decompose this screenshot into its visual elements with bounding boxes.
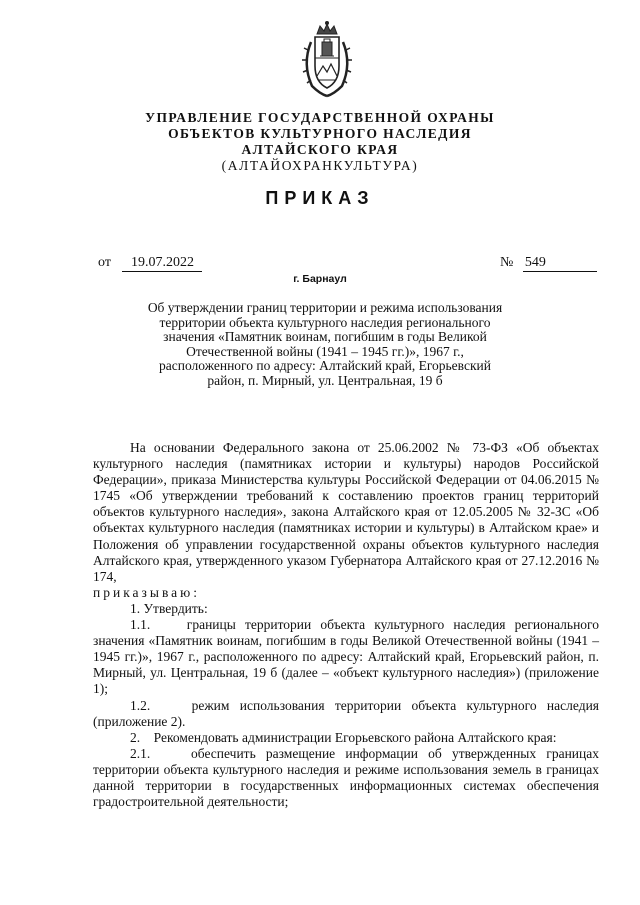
item-1-1: 1.1. границы территории объекта культурного наследия регионального значения «Памятник воинам, погибшим в годы Великой Отечественной войны (1941 – 1945 гг.)», 1967 г., расположенного по адресу: Алтайский край, Егорьевский район, п. Мирный, ул. Центральная, 19 б (далее – «объект культурного наследия») (приложение 1);	[93, 617, 603, 697]
subject-line: Об утверждении границ территории и режима использования	[147, 300, 503, 315]
item-2: 2. Рекомендовать администрации Егорьевского района Алтайского края:	[130, 729, 557, 745]
number-prefix: №	[500, 255, 514, 270]
subject-line: Отечественной войны (1941 – 1945 гг.)», 1967 г.,	[186, 343, 464, 359]
subject-line: значения «Памятник воинам, погибшим в годы Великой	[163, 329, 487, 345]
date-field	[98, 255, 202, 272]
number-value: 549	[523, 255, 597, 272]
document-type-title: ПРИКАЗ	[265, 188, 375, 208]
subject-line: территории объекта культурного наследия регионального	[159, 314, 491, 330]
city-label: г. Барнаул	[293, 273, 347, 285]
item-2-1: 2.1. обеспечить размещение информации об утвержденных границах территории объекта культурного наследия и режиме использования земель в границах данной территории в государственных информационных системах обеспечения градостроительной деятельности;	[93, 745, 603, 810]
org-name-line-2: ОБЪЕКТОВ КУЛЬТУРНОГО НАСЛЕДИЯ	[168, 126, 472, 141]
date-prefix: от	[98, 255, 111, 270]
document-body	[93, 440, 603, 810]
preamble-paragraph: На основании Федерального закона от 25.06.2002 № 73-ФЗ «Об объектах культурного наследия (памятниках истории и культуры) народов Российской Федерации», приказа Министерства культуры Российской Федерации от 04.06.2015 № 1745 «Об утверждении требований к составлению проектов границ территорий объектов культурного наследия», закона Алтайского края от 12.05.2005 № 32-ЗС «Об объектах культурного наследия (памятниках истории и культуры) в Алтайском крае» и Положения об управлении государственной охраны объектов культурного наследия Алтайского края, утвержденного указом Губернатора Алтайского края от 27.12.2016 № 174,	[93, 440, 599, 584]
coat-of-arms-icon	[298, 20, 356, 98]
org-name-line-1: УПРАВЛЕНИЕ ГОСУДАРСТВЕННОЙ ОХРАНЫ	[145, 110, 495, 125]
order-word: приказываю:	[93, 584, 200, 600]
subject-line: район, п. Мирный, ул. Центральная, 19 б	[207, 372, 443, 388]
number-field	[500, 255, 597, 272]
org-short-name: (АЛТАЙОХРАНКУЛЬТУРА)	[221, 158, 419, 173]
item-1-2: 1.2. режим использования территории объекта культурного наследия (приложение 2).	[93, 697, 603, 729]
document-subject	[125, 301, 525, 389]
item-1: 1. Утвердить:	[130, 600, 208, 616]
date-value: 19.07.2022	[122, 255, 202, 272]
org-name-line-3: АЛТАЙСКОГО КРАЯ	[241, 142, 399, 157]
subject-line: расположенного по адресу: Алтайский край, Егорьевский	[159, 358, 491, 374]
